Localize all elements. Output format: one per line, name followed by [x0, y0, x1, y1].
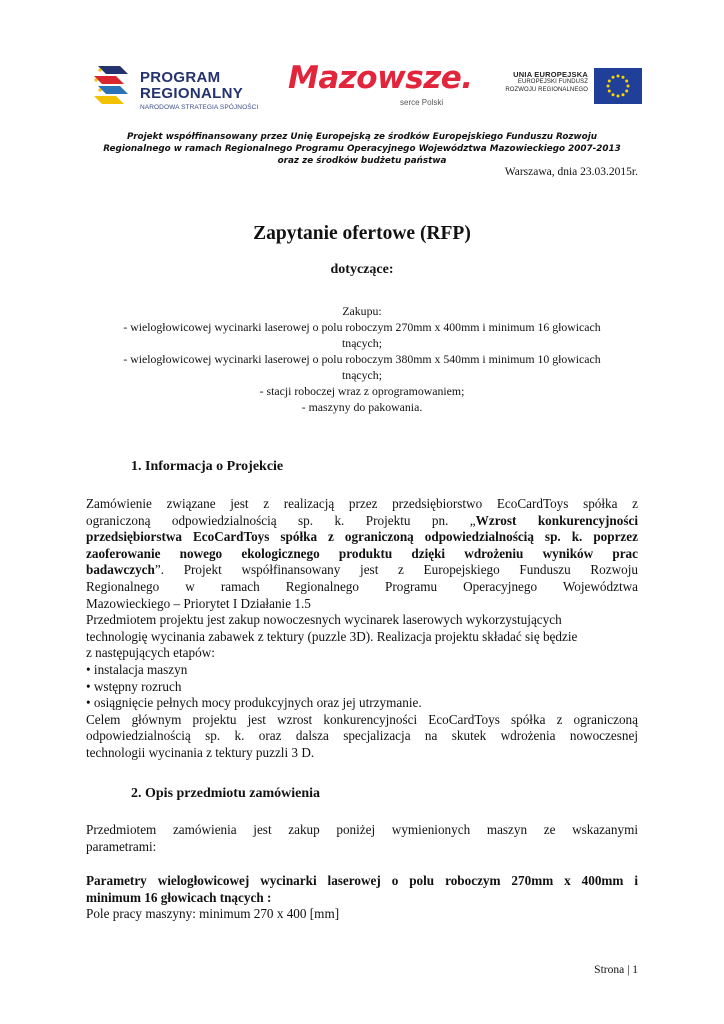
paragraph-line: Zamówienie związane jest z realizacją przez przedsiębiorstwo EcoCardToys spółka z	[86, 496, 638, 511]
project-name-bold: zaoferowanie nowego ekologicznego produktu dzięki wdrożeniu wyników prac	[86, 545, 638, 561]
program-regionalny-emblem-icon	[90, 60, 136, 110]
section-heading-project-info: 1. Informacja o Projekcie	[131, 459, 284, 474]
purchase-item: tnących;	[342, 368, 382, 382]
params-heading: Parametry wielogłowicowej wycinarki laserowej o polu roboczym 270mm x 400mm i	[86, 873, 638, 888]
cofinancing-note	[86, 131, 638, 167]
paragraph-line: odpowiedzialnością sp. k. oraz dalsza specjalizacja na skutek wdrożenia nowoczesnej	[86, 728, 638, 744]
eu-flag-icon	[594, 68, 642, 104]
text-run: ograniczoną odpowiedzialnością sp. k. Projektu pn. „	[86, 512, 476, 528]
cofinancing-line: Projekt współfinansowany przez Unię Europejską ze środków Europejskiego Funduszu Rozwoju	[127, 132, 597, 142]
param-line: Pole pracy maszyny: minimum 270 x 400 [mm]	[86, 906, 340, 922]
project-name-bold: przedsiębiorstwa EcoCardToys spółka z ograniczoną odpowiedzialnością sp. k. poprzez	[86, 529, 638, 545]
section1-body	[86, 496, 638, 762]
purchase-item: - wielogłowicowej wycinarki laserowej o polu roboczym 380mm x 540mm i minimum 10 głowicach	[123, 352, 601, 366]
params-heading: minimum 16 głowicach tnących :	[86, 889, 272, 905]
program-regionalny-logo	[90, 60, 270, 114]
mazowsze-logo-word: Mazowsze.	[288, 60, 473, 96]
mazowsze-logo	[282, 56, 472, 116]
paragraph-line: Przedmiotem zamówienia jest zakup poniżej wymienionych maszyn ze wskazanymi	[86, 822, 638, 837]
cofinancing-line: oraz ze środków budżetu państwa	[277, 156, 447, 166]
project-name-bold: badawczych	[86, 562, 155, 578]
text-run: ”. Projekt współfinansowany jest z Europejskiego Funduszu Rozwoju	[154, 562, 638, 578]
stage-list-item: • osiągnięcie pełnych mocy produkcyjnych oraz jej utrzymanie.	[86, 695, 422, 711]
mazowsze-logo-tagline: serce Polski	[400, 98, 444, 107]
paragraph-line: parametrami:	[86, 838, 157, 854]
cofinancing-line: Regionalnego w ramach Regionalnego Programu Operacyjnego Województwa Mazowieckiego 2007-2013	[103, 144, 621, 154]
paragraph-line: Przedmiotem projektu jest zakup nowoczesnych wycinarek laserowych wykorzystujących	[86, 612, 562, 628]
purchase-scope	[86, 303, 638, 415]
paragraph-line: Celem głównym projektu jest wzrost konkurencyjności EcoCardToys spółka z ograniczoną	[86, 711, 638, 727]
eu-logo-line3: ROZWOJU REGIONALNEGO	[505, 86, 588, 93]
eu-logo-line1: UNIA EUROPEJSKA	[513, 70, 588, 79]
section2-params	[86, 873, 638, 923]
program-logo-line1: PROGRAM	[140, 69, 221, 86]
eu-logo	[488, 70, 638, 110]
section2-intro	[86, 822, 638, 855]
stage-list-item: • instalacja maszyn	[86, 661, 188, 677]
paragraph-line: technologii wycinania z tektury puzzli 3 D.	[86, 744, 315, 760]
purchase-item: tnących;	[342, 336, 382, 350]
document-title: Zapytanie ofertowe (RFP)	[253, 223, 471, 244]
paragraph-line: Regionalnego w ramach Regionalnego Programu Operacyjnego Województwa	[86, 578, 638, 594]
section-heading-order-description: 2. Opis przedmiotu zamówienia	[131, 786, 320, 801]
program-logo-line2: REGIONALNY	[140, 85, 244, 102]
eu-logo-line2: EUROPEJSKI FUNDUSZ	[517, 79, 588, 85]
program-logo-line3: NARODOWA STRATEGIA SPÓJNOŚCI	[140, 104, 259, 111]
document-date: Warszawa, dnia 23.03.2015r.	[504, 166, 638, 178]
purchase-item: - maszyny do pakowania.	[301, 400, 423, 414]
paragraph-line	[86, 562, 638, 579]
page-number: Strona | 1	[594, 964, 638, 976]
purchase-intro: Zakupu:	[342, 304, 382, 318]
purchase-item: - wielogłowicowej wycinarki laserowej o polu roboczym 270mm x 400mm i minimum 16 głowicach	[123, 320, 601, 334]
stage-list-item: • wstępny rozruch	[86, 678, 182, 694]
paragraph-line: technologię wycinania zabawek z tektury (puzzle 3D). Realizacja projektu składać się będzie	[86, 628, 578, 644]
document-subtitle: dotyczące:	[330, 262, 394, 277]
project-name-bold: Wzrost konkurencyjności	[475, 512, 638, 528]
paragraph-line: z następujących etapów:	[86, 645, 215, 661]
paragraph-line: Mazowieckiego – Priorytet I Działanie 1.5	[86, 595, 311, 611]
paragraph-line	[86, 513, 638, 530]
logo-header	[86, 56, 638, 116]
purchase-item: - stacji roboczej wraz z oprogramowaniem;	[259, 384, 465, 398]
